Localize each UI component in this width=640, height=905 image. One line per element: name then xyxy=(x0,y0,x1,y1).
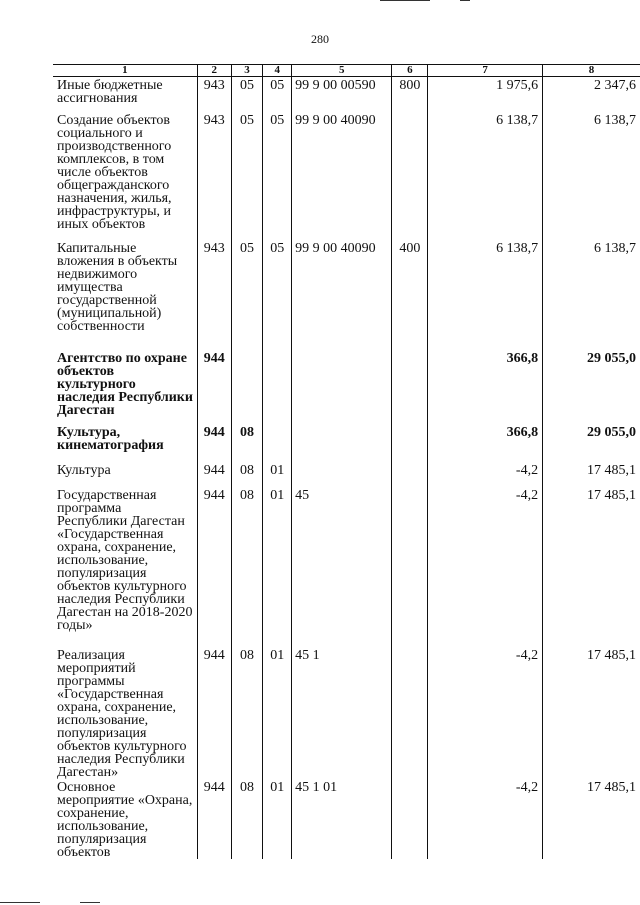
row-code-article xyxy=(292,424,392,462)
row-code-section xyxy=(231,350,263,424)
col-header-5: 5 xyxy=(292,65,392,77)
row-code-ministry: 944 xyxy=(197,779,231,859)
row-amount-1: 6 138,7 xyxy=(428,240,543,350)
row-code-article: 99 9 00 40090 xyxy=(292,112,392,240)
row-name: Реализация мероприятий программы «Государственная охрана, сохранение, использование, популяризация объектов культурного наследия Республики Дагестан» xyxy=(57,647,187,780)
row-code-section: 05 xyxy=(231,112,263,240)
row-code-article xyxy=(292,350,392,424)
table-row xyxy=(53,487,640,647)
row-amount-1: -4,2 xyxy=(428,462,543,487)
row-amount-2: 17 485,1 xyxy=(543,779,640,859)
col-header-8: 8 xyxy=(543,65,640,77)
row-code-article: 45 1 xyxy=(292,647,392,779)
row-code-section: 08 xyxy=(231,424,263,462)
row-code-ministry: 943 xyxy=(197,112,231,240)
table-row xyxy=(53,424,640,462)
row-amount-1: -4,2 xyxy=(428,647,543,779)
row-amount-1: -4,2 xyxy=(428,779,543,859)
row-code-article: 99 9 00 00590 xyxy=(292,77,392,112)
row-amount-2: 29 055,0 xyxy=(543,350,640,424)
row-code-expense-type xyxy=(392,112,428,240)
col-header-1: 1 xyxy=(53,65,197,77)
table-row xyxy=(53,462,640,487)
row-code-expense-type xyxy=(392,779,428,859)
row-amount-2: 29 055,0 xyxy=(543,424,640,462)
row-code-section: 08 xyxy=(231,487,263,647)
row-code-subsection: 01 xyxy=(263,647,292,779)
col-header-3: 3 xyxy=(231,65,263,77)
row-code-ministry: 944 xyxy=(197,462,231,487)
page-number: 280 xyxy=(311,32,329,46)
col-header-2: 2 xyxy=(197,65,231,77)
row-code-subsection: 05 xyxy=(263,240,292,350)
row-code-article xyxy=(292,462,392,487)
row-amount-2: 17 485,1 xyxy=(543,487,640,647)
row-code-section: 08 xyxy=(231,647,263,779)
row-code-ministry: 944 xyxy=(197,424,231,462)
row-name: Иные бюджетные ассигнования xyxy=(57,78,163,106)
row-code-subsection: 01 xyxy=(263,487,292,647)
row-name: Культура xyxy=(57,462,111,478)
row-amount-2: 6 138,7 xyxy=(543,240,640,350)
row-code-ministry: 943 xyxy=(197,77,231,112)
row-code-ministry: 944 xyxy=(197,647,231,779)
row-amount-1: 6 138,7 xyxy=(428,112,543,240)
budget-table xyxy=(53,64,640,859)
row-code-expense-type: 400 xyxy=(392,240,428,350)
row-name: Культура, кинематография xyxy=(57,424,164,453)
row-code-section: 05 xyxy=(231,240,263,350)
row-code-article: 45 1 01 xyxy=(292,779,392,859)
row-amount-1: 366,8 xyxy=(428,424,543,462)
row-name: Основное мероприятие «Охрана, сохранение, использование, популяризация объектов xyxy=(57,779,193,860)
row-code-expense-type xyxy=(392,462,428,487)
row-code-subsection xyxy=(263,350,292,424)
col-header-7: 7 xyxy=(428,65,543,77)
col-header-4: 4 xyxy=(263,65,292,77)
scan-mark xyxy=(380,0,430,1)
table-row xyxy=(53,779,640,859)
row-amount-1: 366,8 xyxy=(428,350,543,424)
row-code-subsection: 01 xyxy=(263,779,292,859)
row-code-subsection: 05 xyxy=(263,112,292,240)
scan-mark xyxy=(0,902,40,903)
table-row xyxy=(53,112,640,240)
table-row xyxy=(53,350,640,424)
table-row xyxy=(53,240,640,350)
row-code-expense-type: 800 xyxy=(392,77,428,112)
row-amount-1: -4,2 xyxy=(428,487,543,647)
row-code-article: 45 xyxy=(292,487,392,647)
scan-mark xyxy=(460,0,470,1)
table-header-row xyxy=(53,65,640,77)
row-name: Агентство по охране объектов культурного наследия Республики Дагестан xyxy=(57,350,193,418)
row-amount-1: 1 975,6 xyxy=(428,77,543,112)
row-name: Государственная программа Республики Дагестан «Государственная охрана, сохранение, использование, популяризация объектов культурного наследия Республики Дагестан на 2018-2020 годы» xyxy=(57,487,193,633)
table-row xyxy=(53,77,640,112)
row-code-expense-type xyxy=(392,424,428,462)
row-amount-2: 6 138,7 xyxy=(543,112,640,240)
row-name: Капитальные вложения в объекты недвижимого имущества государственной (муниципальной) собственности xyxy=(57,240,178,334)
row-code-expense-type xyxy=(392,647,428,779)
row-code-ministry: 944 xyxy=(197,487,231,647)
row-code-ministry: 944 xyxy=(197,350,231,424)
row-code-subsection: 01 xyxy=(263,462,292,487)
scan-mark xyxy=(80,902,100,903)
row-code-subsection: 05 xyxy=(263,77,292,112)
col-header-6: 6 xyxy=(392,65,428,77)
row-code-article: 99 9 00 40090 xyxy=(292,240,392,350)
row-amount-2: 17 485,1 xyxy=(543,647,640,779)
table-row xyxy=(53,647,640,779)
row-code-expense-type xyxy=(392,487,428,647)
row-amount-2: 2 347,6 xyxy=(543,77,640,112)
row-code-section: 08 xyxy=(231,779,263,859)
row-code-subsection xyxy=(263,424,292,462)
row-name: Создание объектов социального и производственного комплексов, в том числе объектов общегражданского назначения, жилья, инфраструктуры, и иных объектов xyxy=(57,112,172,232)
row-amount-2: 17 485,1 xyxy=(543,462,640,487)
row-code-section: 08 xyxy=(231,462,263,487)
row-code-section: 05 xyxy=(231,77,263,112)
row-code-ministry: 943 xyxy=(197,240,231,350)
row-code-expense-type xyxy=(392,350,428,424)
